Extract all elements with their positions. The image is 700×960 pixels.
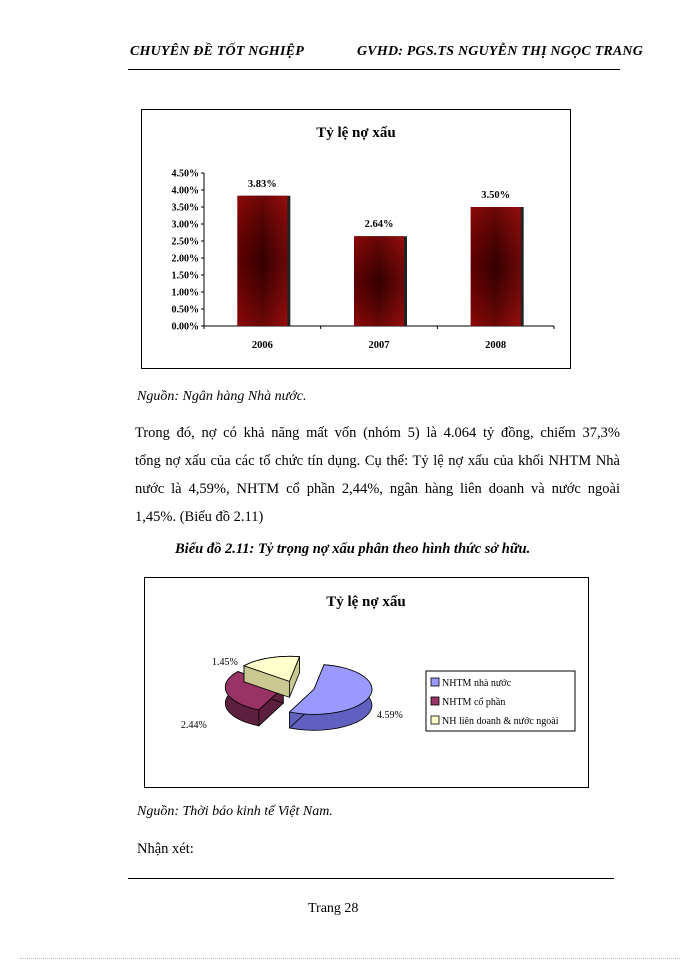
pie-value-label: 1.45% bbox=[212, 657, 238, 668]
body-paragraph bbox=[135, 419, 620, 531]
header-supervisor: GVHD: PGS.TS NGUYỄN THỊ NGỌC TRANG bbox=[357, 44, 644, 59]
bar-chart bbox=[142, 110, 570, 368]
page-number: Trang 28 bbox=[308, 901, 359, 916]
paragraph-line: tổng nợ xấu của các tổ chức tín dụng. Cụ thể: Tỷ lệ nợ xấu của khối NHTM Nhà bbox=[135, 453, 620, 469]
y-tick-label: 0.50% bbox=[171, 304, 199, 316]
header-title: CHUYÊN ĐỀ TỐT NGHIỆP bbox=[130, 44, 304, 59]
paragraph-line: nước là 4,59%, NHTM cổ phần 2,44%, ngân hàng liên doanh và nước ngoài bbox=[135, 481, 620, 497]
pie-legend-label: NHTM nhà nước bbox=[442, 678, 512, 689]
bar-chart-frame bbox=[141, 109, 571, 369]
footer-divider bbox=[128, 878, 614, 879]
pie-legend-label: NHTM cổ phần bbox=[442, 697, 506, 708]
y-tick-label: 1.50% bbox=[171, 270, 199, 282]
figure-caption: Biểu đồ 2.11: Tỷ trọng nợ xấu phân theo hình thức sở hữu. bbox=[175, 541, 531, 557]
pie-legend-label: NH liên doanh & nước ngoài bbox=[442, 716, 559, 727]
y-tick-label: 2.00% bbox=[171, 253, 199, 265]
paragraph-line: Trong đó, nợ có khả năng mất vốn (nhóm 5) là 4.064 tỷ đồng, chiếm 37,3% bbox=[135, 425, 620, 441]
bar-chart-source: Nguồn: Ngân hàng Nhà nước. bbox=[137, 389, 307, 404]
header-divider bbox=[128, 69, 620, 70]
y-tick-label: 0.00% bbox=[171, 321, 199, 333]
bar-chart-title: Tỷ lệ nợ xấu bbox=[316, 125, 396, 141]
remark-label: Nhận xét: bbox=[137, 841, 194, 857]
pie-value-label: 2.44% bbox=[181, 720, 207, 731]
pie-value-label: 4.59% bbox=[377, 710, 403, 721]
y-tick-label: 4.50% bbox=[171, 168, 199, 180]
pie-legend-swatch bbox=[431, 697, 439, 705]
pie-chart-frame bbox=[144, 577, 589, 788]
y-tick-label: 3.00% bbox=[171, 219, 199, 231]
paragraph-line: 1,45%. (Biểu đồ 2.11) bbox=[135, 509, 264, 525]
x-tick-label: 2007 bbox=[368, 340, 390, 351]
y-tick-label: 1.00% bbox=[171, 287, 199, 299]
page-edge bbox=[20, 958, 680, 959]
x-tick-label: 2006 bbox=[251, 340, 273, 351]
bar-gloss bbox=[471, 207, 521, 326]
pie-legend-swatch bbox=[431, 716, 439, 724]
bar-value-label: 2.64% bbox=[364, 219, 394, 231]
y-tick-label: 2.50% bbox=[171, 236, 199, 248]
y-tick-label: 3.50% bbox=[171, 202, 199, 214]
y-tick-label: 4.00% bbox=[171, 185, 199, 197]
x-tick-label: 2008 bbox=[485, 340, 507, 351]
bar-value-label: 3.83% bbox=[247, 178, 277, 190]
bar-gloss bbox=[237, 196, 287, 326]
pie-legend-swatch bbox=[431, 678, 439, 686]
pie-chart-source: Nguồn: Thời báo kinh tế Việt Nam. bbox=[137, 804, 333, 819]
bar-gloss bbox=[354, 236, 404, 326]
bar-value-label: 3.50% bbox=[481, 190, 511, 201]
pie-chart bbox=[145, 578, 588, 787]
pie-chart-title: Tỷ lệ nợ xấu bbox=[326, 594, 406, 610]
